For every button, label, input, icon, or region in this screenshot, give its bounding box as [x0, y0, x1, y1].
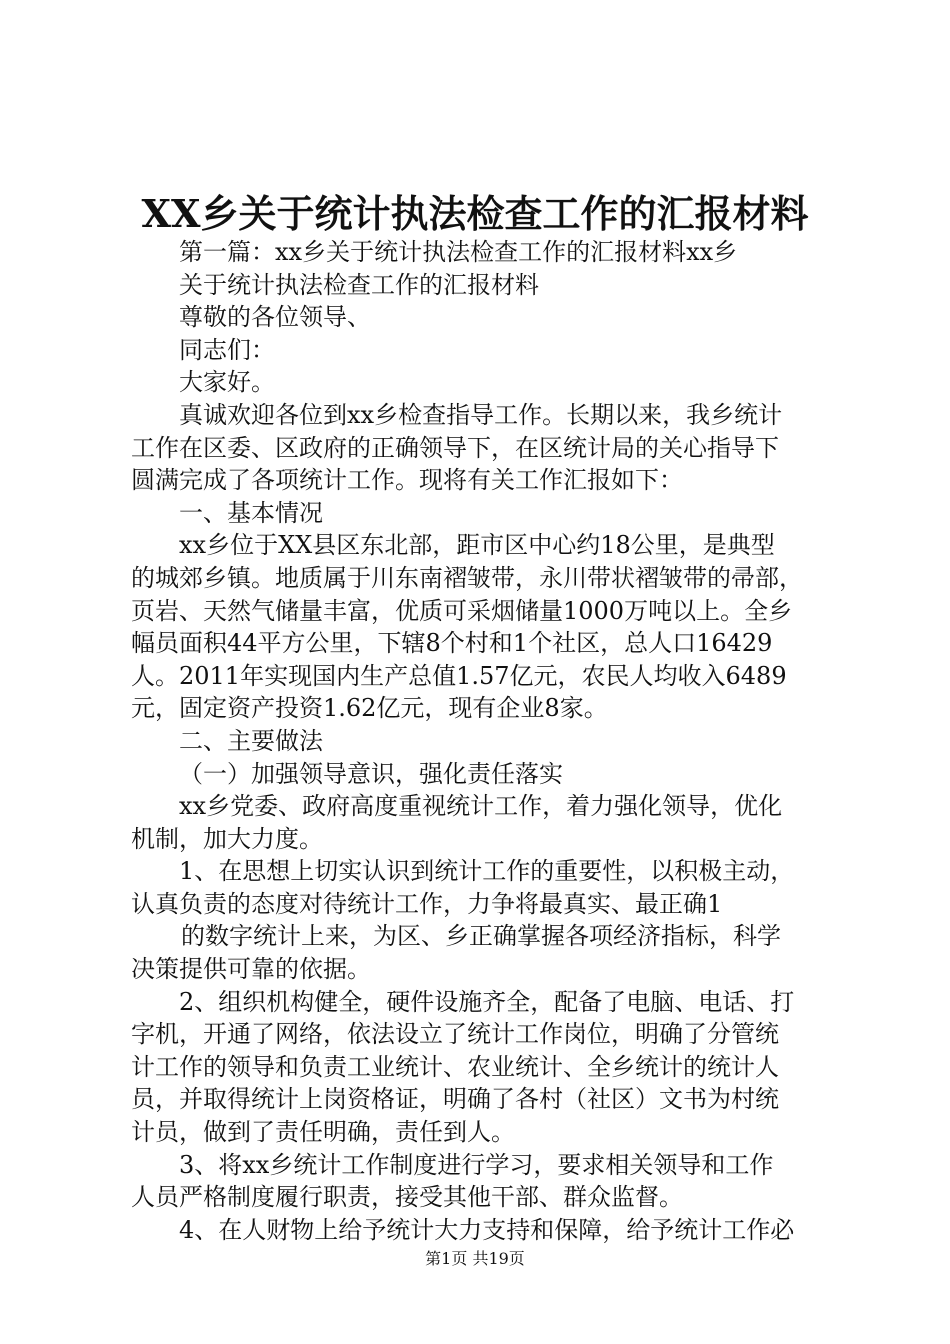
text-line: 计员，做到了责任明确，责任到人。 [131, 1118, 515, 1147]
text-line: 第一篇：xx乡关于统计执法检查工作的汇报材料xx乡 [179, 238, 738, 266]
text-line: 二、主要做法 [179, 726, 323, 755]
page-footer: 第1页 共19页 [425, 1249, 525, 1268]
text-line: 真诚欢迎各位到xx乡检查指导工作。长期以来，我乡统计 [179, 400, 783, 429]
text-line: 的数字统计上来，为区、乡正确掌握各项经济指标，科学 [181, 922, 781, 951]
text-line: 字机，开通了网络，依法设立了统计工作岗位，明确了分管统 [131, 1020, 779, 1049]
text-line: 人。2011年实现国内生产总值1.57亿元，农民人均收入6489 [131, 661, 787, 690]
document-title: XX乡关于统计执法检查工作的汇报材料 [141, 191, 809, 236]
text-line: 大家好。 [179, 368, 275, 397]
text-line: 的城郊乡镇。地质属于川东南褶皱带，永川带状褶皱带的帚部， [131, 563, 803, 592]
text-line: 关于统计执法检查工作的汇报材料 [179, 270, 539, 299]
text-line: 员，并取得统计上岗资格证，明确了各村（社区）文书为村统 [131, 1085, 779, 1114]
text-line: 同志们： [179, 335, 275, 364]
text-line: 4、在人财物上给予统计大力支持和保障，给予统计工作必 [179, 1215, 795, 1244]
text-line: 元，固定资产投资1.62亿元，现有企业8家。 [131, 694, 608, 723]
text-line: 计工作的领导和负责工业统计、农业统计、全乡统计的统计人 [131, 1052, 779, 1081]
text-line: 机制，加大力度。 [131, 824, 323, 853]
text-line: 圆满完成了各项统计工作。现将有关工作汇报如下： [131, 466, 683, 495]
text-line: xx乡位于XX县区东北部，距市区中心约18公里，是典型 [179, 531, 775, 560]
text-line: 一、基本情况 [179, 498, 323, 527]
text-line: xx乡党委、政府高度重视统计工作，着力强化领导，优化 [179, 792, 783, 821]
text-line: 人员严格制度履行职责，接受其他干部、群众监督。 [131, 1183, 683, 1212]
text-line: （一）加强领导意识，强化责任落实 [179, 759, 563, 788]
text-line: 认真负责的态度对待统计工作，力争将最真实、最正确1 [131, 889, 723, 918]
text-line: 1、在思想上切实认识到统计工作的重要性，以积极主动， [179, 857, 795, 886]
text-line: 2、组织机构健全，硬件设施齐全，配备了电脑、电话、打 [179, 987, 795, 1016]
text-line: 页岩、天然气储量丰富，优质可采烟储量1000万吨以上。全乡 [131, 596, 793, 625]
text-line: 工作在区委、区政府的正确领导下，在区统计局的关心指导下 [131, 433, 779, 462]
document-body [131, 236, 831, 1246]
text-line: 3、将xx乡统计工作制度进行学习，要求相关领导和工作 [179, 1150, 774, 1179]
text-line: 幅员面积44平方公里，下辖8个村和1个社区，总人口16429 [131, 629, 773, 658]
text-line: 尊敬的各位领导、 [179, 303, 371, 332]
text-line: 决策提供可靠的依据。 [131, 955, 371, 984]
